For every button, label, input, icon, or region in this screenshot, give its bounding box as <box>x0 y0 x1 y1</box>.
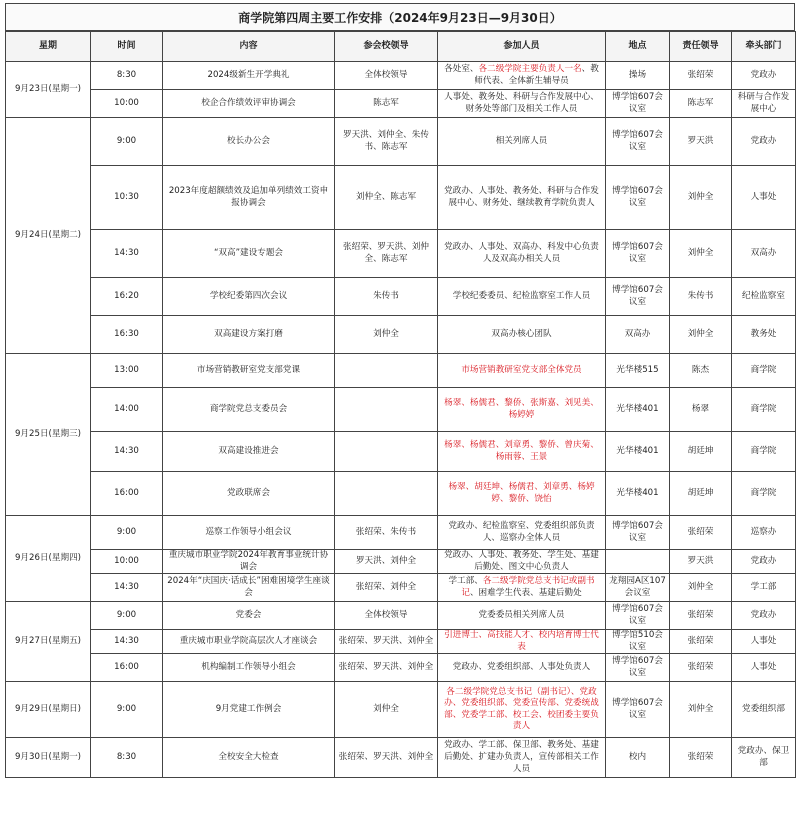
table-row <box>6 574 796 602</box>
schedule-body <box>6 62 796 778</box>
header-row <box>6 32 796 62</box>
department-cell: 商学院 <box>732 432 796 472</box>
responsible-cell: 陈杰 <box>670 354 732 388</box>
responsible-cell: 罗天洪 <box>670 550 732 574</box>
content-cell: 双高建设方案打磨 <box>163 316 335 354</box>
content-cell: 重庆城市职业学院高层次人才座谈会 <box>163 630 335 654</box>
location-cell: 光华楼401 <box>606 432 670 472</box>
responsible-cell: 刘仲全 <box>670 682 732 738</box>
table-row <box>6 62 796 90</box>
content-cell: 校企合作绩效评审协调会 <box>163 90 335 118</box>
content-cell: 9月党建工作例会 <box>163 682 335 738</box>
participants-text: 党政办、纪检监察室、党委组织部负责人、巡察办全体人员 <box>448 520 595 543</box>
time-cell: 8:30 <box>91 62 163 90</box>
header-time: 时间 <box>91 32 163 62</box>
participants-cell <box>438 166 606 230</box>
responsible-cell: 胡廷坤 <box>670 432 732 472</box>
participants-text: 党政办、学工部、保卫部、教务处、基建后勤处、扩建办负责人，宣传部相关工作人员 <box>444 740 599 774</box>
location-cell: 博学馆607会议室 <box>606 602 670 630</box>
table-row <box>6 166 796 230</box>
location-cell: 博学馆607会议室 <box>606 166 670 230</box>
leaders-cell <box>335 472 438 516</box>
responsible-cell: 杨翠 <box>670 388 732 432</box>
leaders-cell: 刘仲全、陈志军 <box>335 166 438 230</box>
participants-cell <box>438 682 606 738</box>
location-cell: 光华楼515 <box>606 354 670 388</box>
table-row <box>6 316 796 354</box>
participants-cell <box>438 118 606 166</box>
header-department: 牵头部门 <box>732 32 796 62</box>
content-cell: 校长办公会 <box>163 118 335 166</box>
leaders-cell: 朱传书 <box>335 278 438 316</box>
department-cell: 学工部 <box>732 574 796 602</box>
content-cell: 机构编制工作领导小组会 <box>163 654 335 682</box>
time-cell: 9:00 <box>91 118 163 166</box>
participants-cell <box>438 278 606 316</box>
participants-highlight-text: 各二级学院党总支书记或副书记 <box>461 576 595 598</box>
header-content: 内容 <box>163 32 335 62</box>
day-cell: 9月23日(星期一) <box>6 62 91 118</box>
responsible-cell: 朱传书 <box>670 278 732 316</box>
participants-cell <box>438 230 606 278</box>
time-cell: 14:30 <box>91 630 163 654</box>
leaders-cell: 张绍荣、罗天洪、刘仲全 <box>335 738 438 778</box>
time-cell: 16:00 <box>91 654 163 682</box>
table-row <box>6 602 796 630</box>
participants-highlight-text: 各二级学院主要负责人一名 <box>478 63 582 74</box>
department-cell: 巡察办 <box>732 516 796 550</box>
table-row <box>6 550 796 574</box>
responsible-cell: 张绍荣 <box>670 516 732 550</box>
participants-cell <box>438 62 606 90</box>
responsible-cell: 罗天洪 <box>670 118 732 166</box>
participants-text: 党政办、人事处、教务处、科研与合作发展中心、财务处、继续教育学院负责人 <box>444 185 599 208</box>
responsible-cell: 陈志军 <box>670 90 732 118</box>
participants-highlight-text: 引进博士、高技能人才、校内培育博士代表 <box>444 630 599 652</box>
day-cell: 9月29日(星期日) <box>6 682 91 738</box>
time-cell: 10:00 <box>91 90 163 118</box>
participants-cell <box>438 90 606 118</box>
table-row <box>6 630 796 654</box>
day-cell: 9月30日(星期一) <box>6 738 91 778</box>
responsible-cell: 刘仲全 <box>670 574 732 602</box>
participants-text: 党政办、人事处、教务处、学生处、基建后勤处、图文中心负责人 <box>444 550 599 572</box>
content-cell: “双高”建设专题会 <box>163 230 335 278</box>
department-cell: 人事处 <box>732 630 796 654</box>
leaders-cell: 张绍荣、朱传书 <box>335 516 438 550</box>
content-cell: 双高建设推进会 <box>163 432 335 472</box>
participants-text: 党政办、党委组织部、人事处负责人 <box>452 662 591 673</box>
location-cell: 博学馆607会议室 <box>606 118 670 166</box>
participants-cell <box>438 738 606 778</box>
leaders-cell: 张绍荣、罗天洪、刘仲全、陈志军 <box>335 230 438 278</box>
location-cell: 光华楼401 <box>606 388 670 432</box>
leaders-cell <box>335 432 438 472</box>
content-cell: 商学院党总支委员会 <box>163 388 335 432</box>
participants-text: 学校纪委委员、纪检监察室工作人员 <box>452 290 591 301</box>
responsible-cell: 张绍荣 <box>670 62 732 90</box>
participants-text: 双高办核心团队 <box>491 328 552 339</box>
participants-cell <box>438 354 606 388</box>
time-cell: 16:00 <box>91 472 163 516</box>
table-row <box>6 388 796 432</box>
participants-cell <box>438 516 606 550</box>
responsible-cell: 张绍荣 <box>670 630 732 654</box>
content-cell: 党政联席会 <box>163 472 335 516</box>
location-cell: 光华楼401 <box>606 472 670 516</box>
location-cell: 双高办 <box>606 316 670 354</box>
table-row <box>6 90 796 118</box>
participants-cell <box>438 574 606 602</box>
table-row <box>6 118 796 166</box>
department-cell: 党委组织部 <box>732 682 796 738</box>
content-cell: 党委会 <box>163 602 335 630</box>
participants-cell <box>438 432 606 472</box>
time-cell: 16:20 <box>91 278 163 316</box>
department-cell: 党政办 <box>732 118 796 166</box>
time-cell: 9:00 <box>91 516 163 550</box>
day-cell: 9月24日(星期二) <box>6 118 91 354</box>
table-row <box>6 682 796 738</box>
department-cell: 商学院 <box>732 354 796 388</box>
table-row <box>6 278 796 316</box>
location-cell: 博学馆607会议室 <box>606 682 670 738</box>
location-cell <box>606 550 670 574</box>
time-cell: 14:30 <box>91 432 163 472</box>
table-row <box>6 432 796 472</box>
participants-cell <box>438 472 606 516</box>
location-cell: 操场 <box>606 62 670 90</box>
header-leaders: 参会校领导 <box>335 32 438 62</box>
location-cell: 校内 <box>606 738 670 778</box>
leaders-cell: 张绍荣、罗天洪、刘仲全 <box>335 630 438 654</box>
participants-cell <box>438 654 606 682</box>
location-cell: 博学馆607会议室 <box>606 654 670 682</box>
time-cell: 10:30 <box>91 166 163 230</box>
day-cell: 9月26日(星期四) <box>6 516 91 602</box>
participants-text: 、困难学生代表、基建后勤处 <box>469 587 582 598</box>
department-cell: 双高办 <box>732 230 796 278</box>
day-cell: 9月25日(星期三) <box>6 354 91 516</box>
participants-highlight-text: 杨翠、胡廷坤、杨儒君、刘章勇、杨婷婷、黎侨、饶怡 <box>448 481 595 504</box>
leaders-cell <box>335 354 438 388</box>
participants-text: 学工部、 <box>448 576 483 587</box>
participants-text: 党委委员相关列席人员 <box>478 609 565 620</box>
location-cell: 博学馆607会议室 <box>606 90 670 118</box>
leaders-cell: 全体校领导 <box>335 62 438 90</box>
department-cell: 党政办 <box>732 62 796 90</box>
responsible-cell: 刘仲全 <box>670 230 732 278</box>
content-cell: 2023年度超额绩效及追加单列绩效工资申报协调会 <box>163 166 335 230</box>
participants-cell <box>438 630 606 654</box>
department-cell: 教务处 <box>732 316 796 354</box>
day-cell: 9月27日(星期五) <box>6 602 91 682</box>
responsible-cell: 刘仲全 <box>670 166 732 230</box>
department-cell: 党政办 <box>732 602 796 630</box>
time-cell: 9:00 <box>91 602 163 630</box>
department-cell: 商学院 <box>732 472 796 516</box>
location-cell: 博学馆607会议室 <box>606 278 670 316</box>
content-cell: 市场营销教研室党支部党课 <box>163 354 335 388</box>
page-title: 商学院第四周主要工作安排（2024年9月23日—9月30日） <box>5 3 795 31</box>
participants-text: 党政办、人事处、双高办、科发中心负责人及双高办相关人员 <box>444 241 599 264</box>
content-cell: 全校安全大检查 <box>163 738 335 778</box>
header-day: 星期 <box>6 32 91 62</box>
location-cell: 龙翔园A区107会议室 <box>606 574 670 602</box>
department-cell: 人事处 <box>732 654 796 682</box>
table-row <box>6 516 796 550</box>
schedule-table <box>5 31 796 778</box>
time-cell: 16:30 <box>91 316 163 354</box>
time-cell: 9:00 <box>91 682 163 738</box>
department-cell: 党政办 <box>732 550 796 574</box>
header-responsible: 责任领导 <box>670 32 732 62</box>
leaders-cell: 张绍荣、罗天洪、刘仲全 <box>335 654 438 682</box>
department-cell: 商学院 <box>732 388 796 432</box>
time-cell: 10:00 <box>91 550 163 574</box>
table-row <box>6 654 796 682</box>
participants-text: 、教师代表、全体新生辅导员 <box>474 63 599 86</box>
time-cell: 14:00 <box>91 388 163 432</box>
content-cell: 学校纪委第四次会议 <box>163 278 335 316</box>
location-cell: 博学馆510会议室 <box>606 630 670 654</box>
time-cell: 13:00 <box>91 354 163 388</box>
participants-highlight-text: 杨翠、杨儒君、刘章勇、黎侨、曾庆菊、杨雨蓉、王景 <box>444 439 599 462</box>
participants-cell <box>438 388 606 432</box>
participants-cell <box>438 316 606 354</box>
leaders-cell <box>335 388 438 432</box>
table-row <box>6 472 796 516</box>
location-cell: 博学馆607会议室 <box>606 516 670 550</box>
responsible-cell: 张绍荣 <box>670 654 732 682</box>
participants-cell <box>438 602 606 630</box>
participants-cell <box>438 550 606 574</box>
participants-text: 人事处、教务处、科研与合作发展中心、财务处等部门及相关工作人员 <box>444 91 599 114</box>
leaders-cell: 刘仲全 <box>335 682 438 738</box>
participants-text: 各处室、 <box>444 63 479 74</box>
leaders-cell: 罗天洪、刘仲全 <box>335 550 438 574</box>
header-location: 地点 <box>606 32 670 62</box>
content-cell: 2024年“庆国庆·话成长”困难困境学生座谈会 <box>163 574 335 602</box>
participants-highlight-text: 市场营销教研室党支部全体党员 <box>461 364 582 375</box>
content-cell: 重庆城市职业学院2024年教育事业统计协调会 <box>163 550 335 574</box>
responsible-cell: 刘仲全 <box>670 316 732 354</box>
table-row <box>6 230 796 278</box>
header-participants: 参加人员 <box>438 32 606 62</box>
content-cell: 巡察工作领导小组会议 <box>163 516 335 550</box>
table-row <box>6 738 796 778</box>
department-cell: 党政办、保卫部 <box>732 738 796 778</box>
leaders-cell: 张绍荣、刘仲全 <box>335 574 438 602</box>
leaders-cell: 陈志军 <box>335 90 438 118</box>
content-cell: 2024级新生开学典礼 <box>163 62 335 90</box>
time-cell: 14:30 <box>91 230 163 278</box>
department-cell: 纪检监察室 <box>732 278 796 316</box>
department-cell: 人事处 <box>732 166 796 230</box>
participants-highlight-text: 杨翠、杨儒君、黎侨、张斯嘉、刘见美、杨婷婷 <box>444 397 599 420</box>
time-cell: 8:30 <box>91 738 163 778</box>
department-cell: 科研与合作发展中心 <box>732 90 796 118</box>
leaders-cell: 全体校领导 <box>335 602 438 630</box>
time-cell: 14:30 <box>91 574 163 602</box>
participants-text: 相关列席人员 <box>495 135 548 146</box>
responsible-cell: 张绍荣 <box>670 602 732 630</box>
leaders-cell: 刘仲全 <box>335 316 438 354</box>
participants-highlight-text: 各二级学院党总支书记（副书记）、党政办、党委组织部、党委宣传部、党委统战部、党委学工部、校工会、校团委主要负责人 <box>444 686 599 732</box>
responsible-cell: 张绍荣 <box>670 738 732 778</box>
responsible-cell: 胡廷坤 <box>670 472 732 516</box>
table-row <box>6 354 796 388</box>
location-cell: 博学馆607会议室 <box>606 230 670 278</box>
leaders-cell: 罗天洪、刘仲全、朱传书、陈志军 <box>335 118 438 166</box>
